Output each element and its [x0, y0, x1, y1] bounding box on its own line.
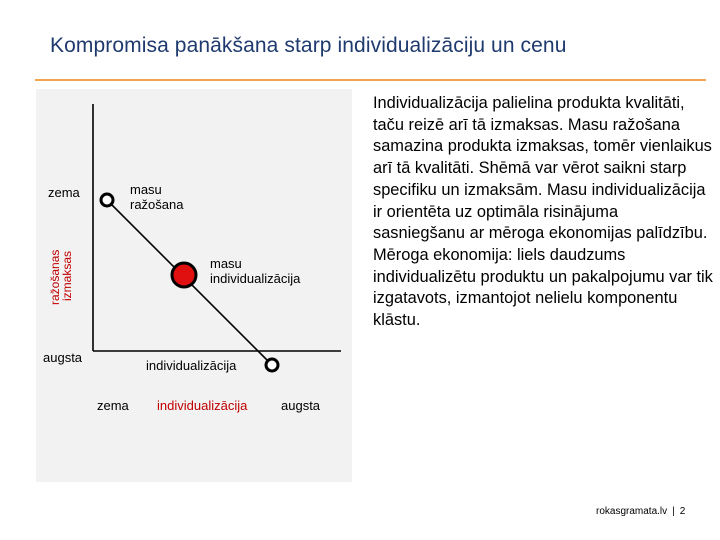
mass-production-point: [101, 194, 113, 206]
tradeoff-diagram: [36, 89, 352, 482]
mass-customization-label-line1: masu: [210, 256, 242, 271]
page-number: 2: [679, 506, 686, 517]
x-axis-middle-label: individualizācija: [157, 398, 248, 413]
mass-customization-point: [172, 263, 196, 287]
footer-separator: |: [672, 506, 675, 517]
customization-label: individualizācija: [146, 358, 237, 373]
y-axis-title-line2: izmaksas: [60, 250, 74, 301]
explanation-text: Individualizācija palielina produkta kvalitāti, taču reizē arī tā izmaksas. Masu ražošana samazina produkta izmaksas, tomēr vienlaikus arī tā kvalitāti. Shēmā var vērot saikni starp specifiku un izmaksām. Masu individualizācija ir orientēta uz optimāla risinājuma sasniegšanu ar mēroga ekonomijas palīdzību. Mēroga ekonomija: liels daudzums individualizētu produktu un pakalpojumu var tik izgatavots, izmantojot nelielu komponentu klāstu.: [373, 94, 713, 330]
y-axis-bottom-label: augsta: [43, 350, 83, 365]
slide-title: Kompromisa panākšana starp individualizāciju un cenu: [50, 34, 567, 57]
mass-production-label-line1: masu: [130, 182, 162, 197]
x-axis-left-label: zema: [97, 398, 129, 413]
y-axis-title-line1: ražošanas: [48, 249, 62, 305]
footer: [596, 506, 685, 517]
footer-site: rokasgramata.lv: [596, 506, 668, 517]
mass-customization-label-line2: individualizācija: [210, 271, 301, 286]
x-axis-right-label: augsta: [281, 398, 321, 413]
title-underline: [35, 79, 706, 81]
customization-point: [266, 359, 278, 371]
y-axis-top-label: zema: [48, 185, 80, 200]
mass-production-label-line2: ražošana: [130, 197, 184, 212]
